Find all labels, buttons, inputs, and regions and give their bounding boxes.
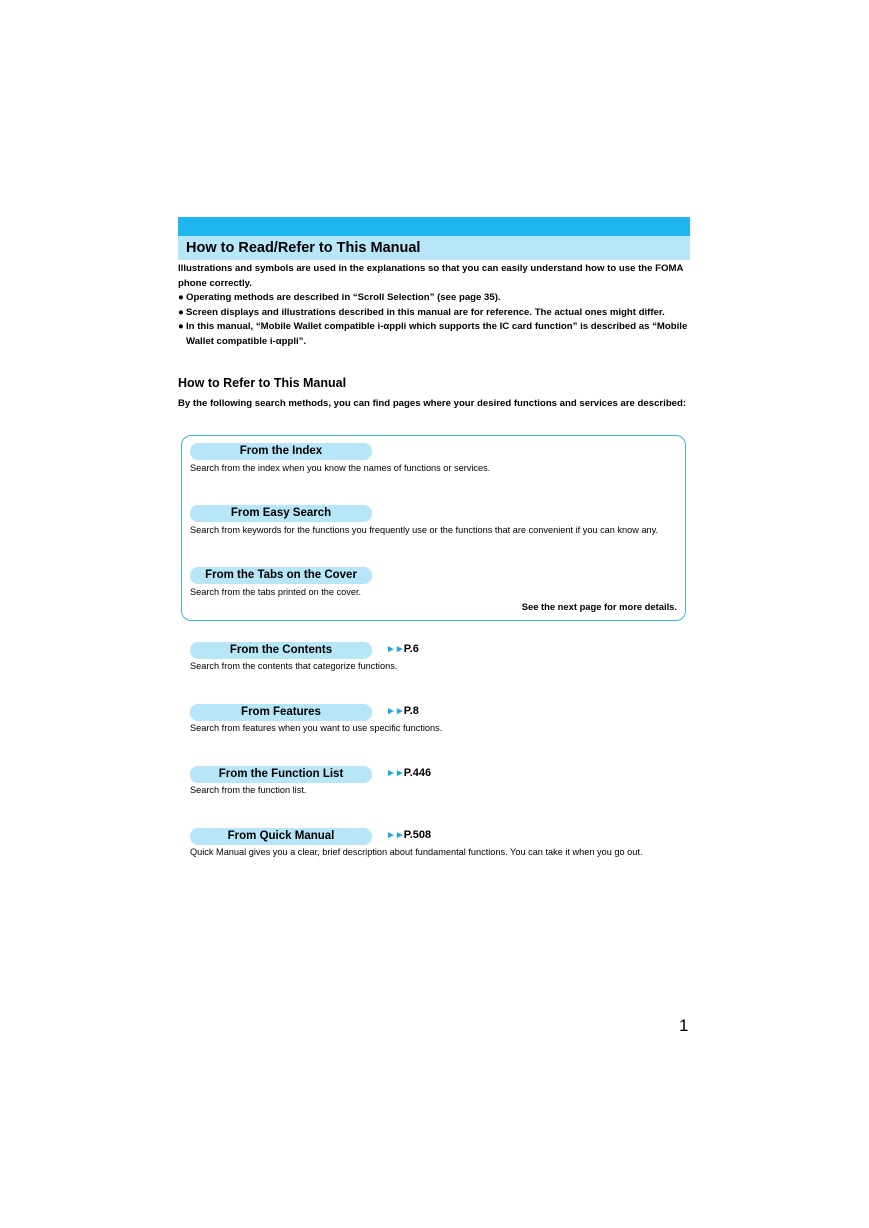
double-arrow-icon: ►►: [386, 768, 404, 779]
method-description-index: Search from the index when you know the names of functions or services.: [190, 463, 491, 473]
method-label-index: From the Index: [190, 443, 372, 460]
bullet-item: [178, 306, 692, 321]
page-reference-contents: [386, 641, 419, 658]
page-number: 1: [679, 1016, 689, 1035]
method-description-features: Search from features when you want to use specific functions.: [190, 723, 443, 733]
section-subheading: How to Refer to This Manual: [178, 376, 347, 390]
section-header: [178, 217, 690, 260]
page-reference-features: [386, 703, 419, 720]
page-reference-quick-manual: [386, 827, 431, 844]
page-ref-number: P.6: [403, 643, 419, 655]
double-arrow-icon: ►►: [386, 830, 404, 841]
double-arrow-icon: ►►: [386, 706, 404, 717]
method-description-contents: Search from the contents that categorize functions.: [190, 661, 398, 671]
bullet-icon: ●: [178, 306, 184, 318]
intro-bullets: [178, 291, 692, 349]
method-label-quick-manual: From Quick Manual: [190, 828, 372, 845]
bullet-text: In this manual, “Mobile Wallet compatible i-αppli which supports the IC card function” is described as “Mobile Wallet compatible i-αppli”.: [186, 321, 688, 347]
method-description-cover-tabs: Search from the tabs printed on the cover.: [190, 587, 362, 597]
method-label-function-list: From the Function List: [190, 766, 372, 783]
method-label-features: From Features: [190, 704, 372, 721]
header-accent-bar: [178, 217, 690, 236]
method-label-contents: From the Contents: [190, 642, 372, 659]
intro-block: [178, 262, 692, 349]
method-description-function-list: Search from the function list.: [190, 785, 307, 795]
intro-text: Illustrations and symbols are used in the explanations so that you can easily understand how to use the FOMA phone correctly.: [178, 263, 684, 289]
bullet-text: Operating methods are described in “Scroll Selection” (see page 35).: [186, 292, 501, 303]
see-next-page-note: See the next page for more details.: [521, 601, 677, 612]
method-label-easy-search: From Easy Search: [190, 505, 372, 522]
page-ref-number: P.508: [403, 829, 432, 841]
bullet-text: Screen displays and illustrations described in this manual are for reference. The actual ones might differ.: [186, 306, 665, 318]
method-description-easy-search: Search from keywords for the functions you frequently use or the functions that are convenient if you can know any.: [190, 525, 659, 535]
method-label-cover-tabs: From the Tabs on the Cover: [190, 567, 372, 584]
bullet-icon: ●: [178, 292, 184, 303]
method-description-quick-manual: Quick Manual gives you a clear, brief description about fundamental functions. You can take it when you go out.: [190, 847, 643, 857]
page-reference-function-list: [386, 765, 431, 782]
page-title: How to Read/Refer to This Manual: [178, 236, 690, 260]
bullet-icon: ●: [178, 321, 184, 332]
bullet-item: [178, 291, 692, 306]
section-intro: By the following search methods, you can find pages where your desired functions and services are described:: [178, 398, 687, 409]
bullet-item: [178, 320, 692, 349]
page-ref-number: P.446: [403, 767, 432, 779]
page-ref-number: P.8: [403, 705, 419, 717]
double-arrow-icon: ►►: [386, 644, 404, 655]
